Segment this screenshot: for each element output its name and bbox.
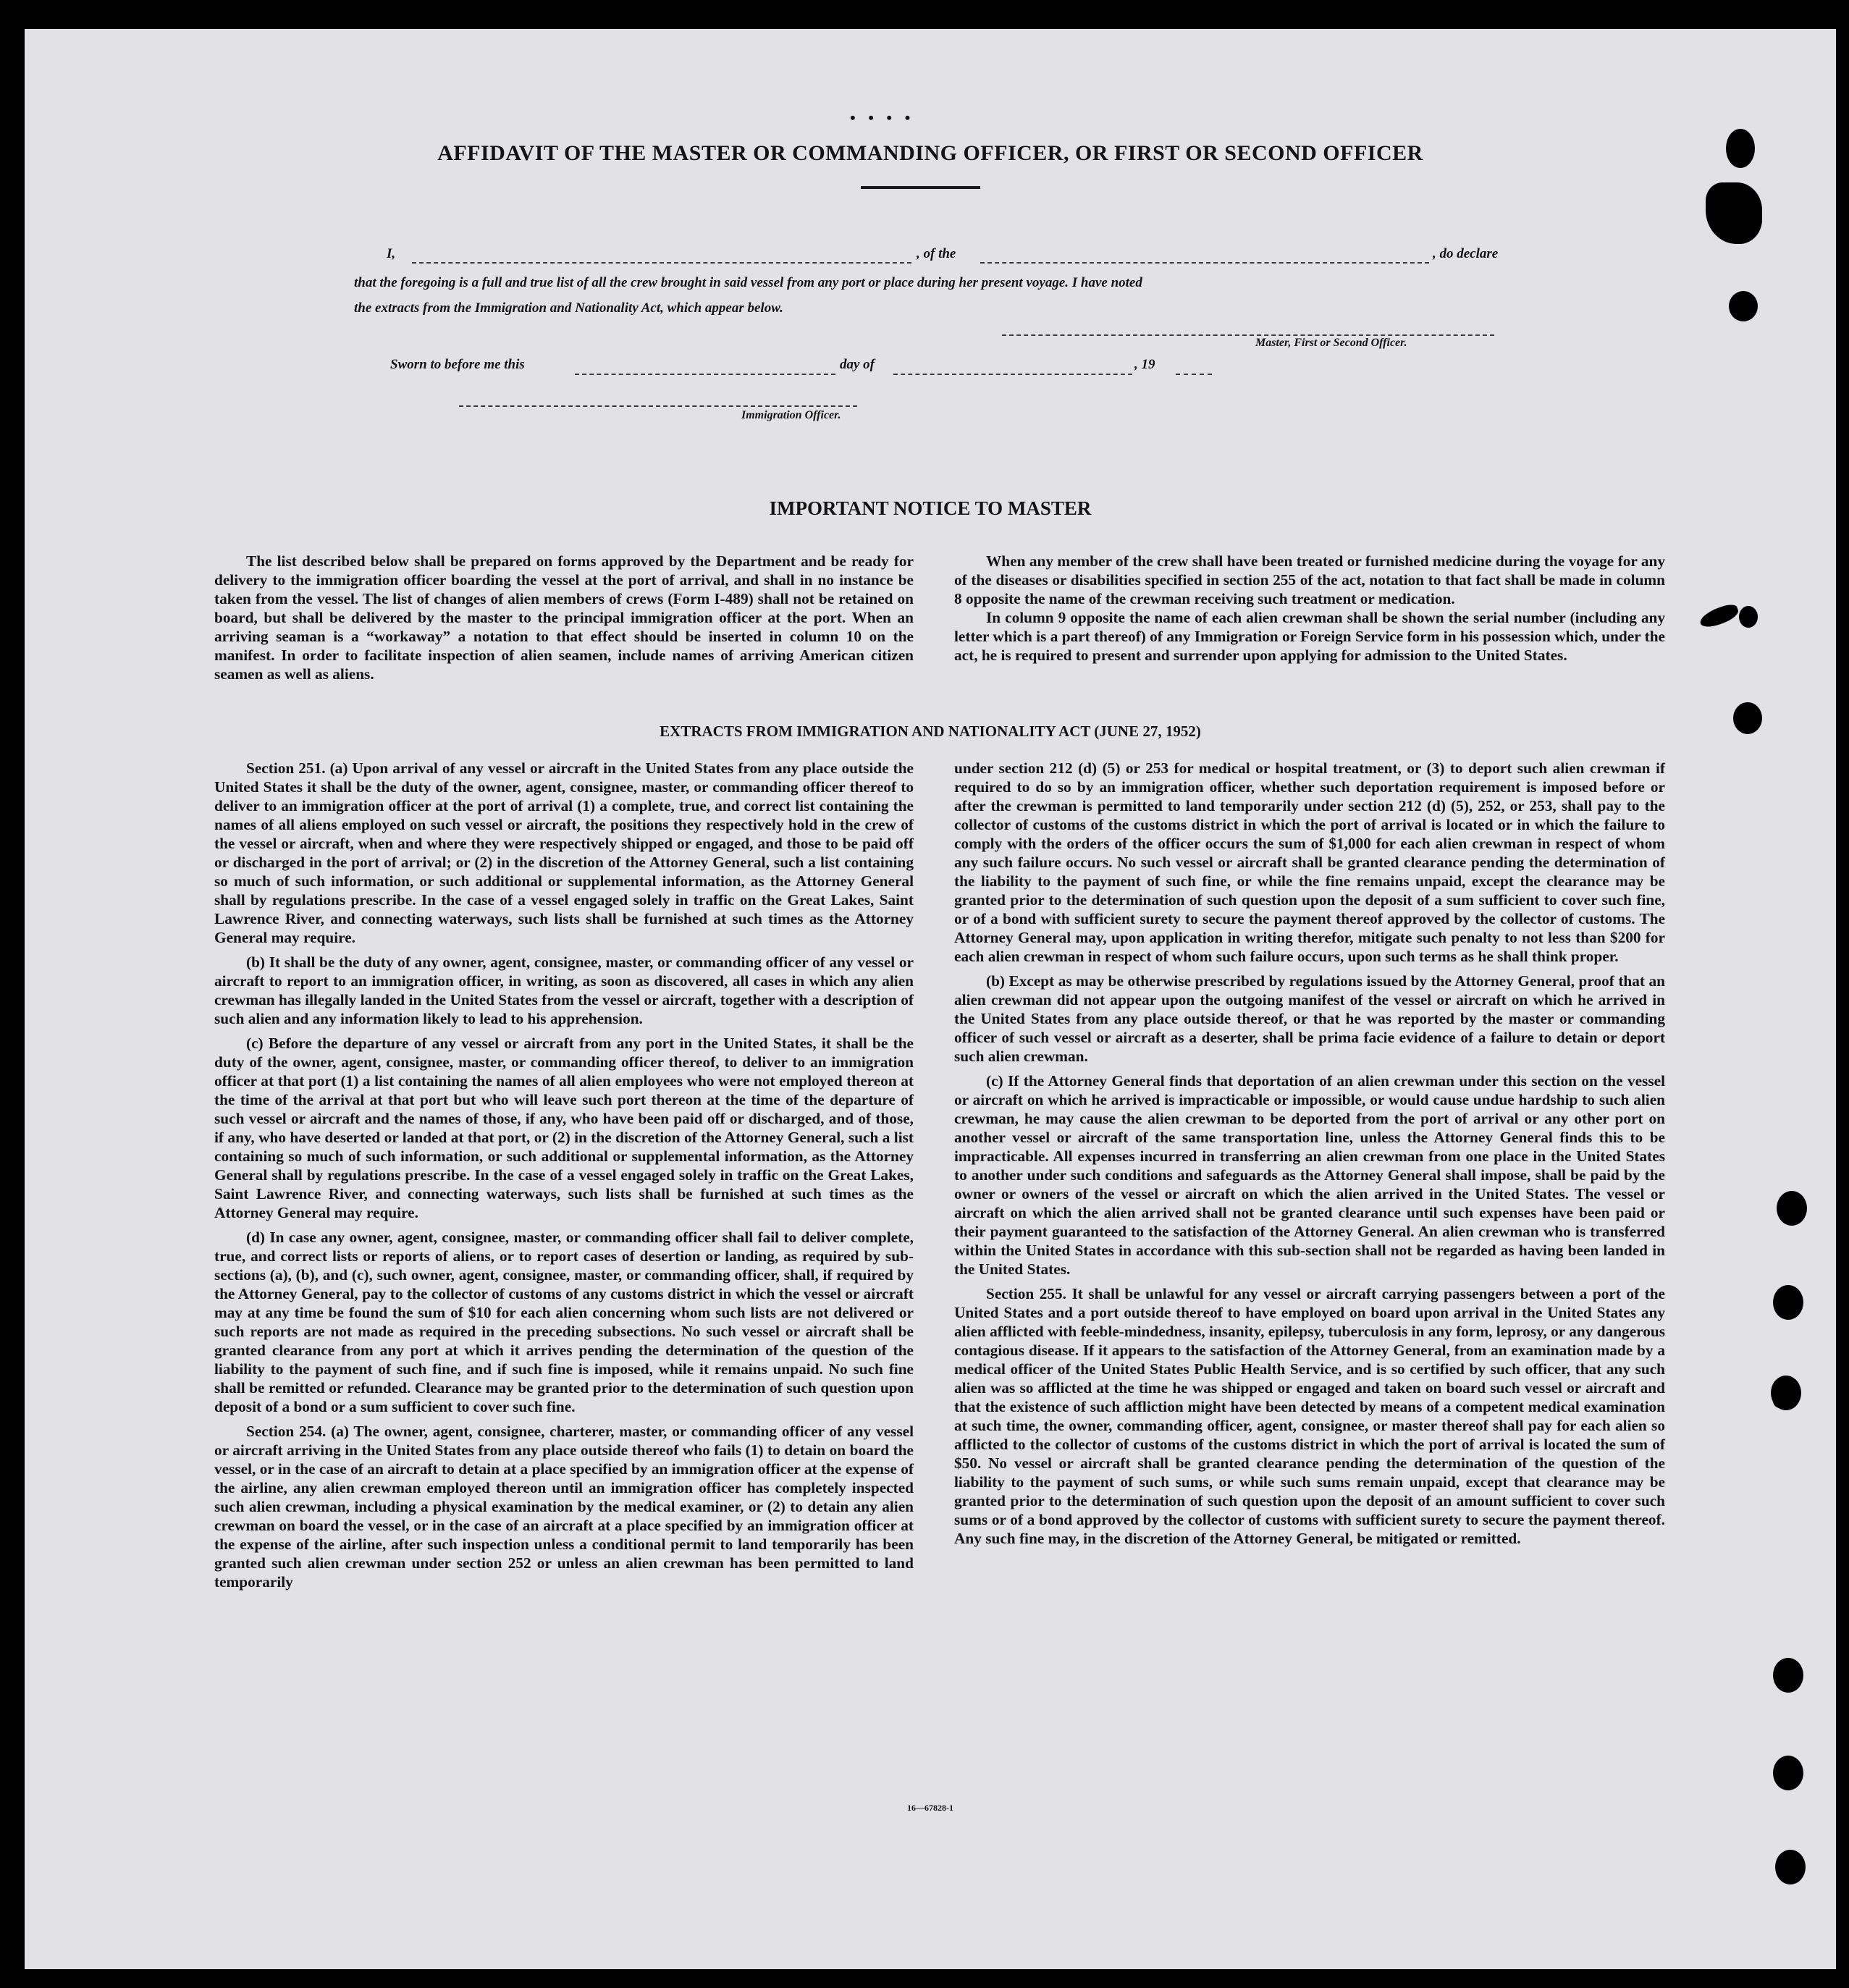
notice-right-column xyxy=(954,552,1665,670)
punch-hole xyxy=(1773,1394,1787,1408)
section-251-b: (b) It shall be the duty of any owner, agent, consignee, master, or commanding officer of any vessel or aircraft to report to an immigration officer, in writing, as soon as discovered, all cases in which any alien crewman has illegally landed in the United States from the vessel or aircraft, together with a description of such alien and any information likely to lead to his apprehension. xyxy=(214,953,914,1027)
declaration-line-2: that the foregoing is a full and true list of all the crew brought in said vessel from any port or place during her present voyage. I have noted xyxy=(354,275,1142,290)
punch-hole xyxy=(1777,1191,1807,1226)
section-255: Section 255. It shall be unlawful for any vessel or aircraft carrying passengers between a port of the United States and a port outside thereof to have employed on board upon arrival in the United States any alien afflicted with feeble-mindedness, insanity, epilepsy, tuberculosis in any form, leprosy, or any dangerous contagious disease. If it appears to the satisfaction of the Attorney General, from an examination made by a medical officer of the United States Public Health Service, and is so certified by such officer, that any such alien was so afflicted at the time he was shipped or engaged and taken on board such vessel or aircraft and that the existence of such affliction might have been detected by means of a competent medical examination at such time, the owner, commanding officer, agent, consignee, or master thereof shall pay for each alien so afflicted to the collector of customs of the customs district in which the port of arrival is located the sum of $50. No vessel or aircraft shall be granted clearance pending the determination of the question of the liability to the payment of such sums, or while such sums remain unpaid, except that clearance may be granted prior to the determination of such question upon the deposit of an amount sufficient to cover such sums or of a bond approved by the collector of customs with sufficient surety to secure the payment thereof. Any such fine may, in the discretion of the Attorney General, be mitigated or remitted. xyxy=(954,1285,1665,1547)
declaration-i-label: I, xyxy=(387,246,396,261)
notice-right-paragraph: In column 9 opposite the name of each alien crewman shall be shown the serial number (including any letter which is a part thereof) of any Immigration or Foreign Service form in his possession which, under the act, he is required to present and surrender upon applying for admission to the United States. xyxy=(954,609,1665,664)
notice-title: IMPORTANT NOTICE TO MASTER xyxy=(769,497,1092,519)
punch-hole xyxy=(1773,1658,1803,1693)
declaration-line-3: the extracts from the Immigration and Nationality Act, which appear below. xyxy=(354,300,783,316)
affidavit-title: AFFIDAVIT OF THE MASTER OR COMMANDING OFFICER, OR FIRST OR SECOND OFFICER xyxy=(437,141,1423,165)
immigration-officer-signature-field[interactable] xyxy=(459,405,857,407)
section-251-d: (d) In case any owner, agent, consignee, master, or commanding officer shall fail to deliver complete, true, and correct lists or reports of aliens, or to report cases of desertion or landing, as required by sub-sections (a), (b), and (c), such owner, agent, consignee, master, or commanding officer, shall, if required by the Attorney General, pay to the collector of customs of any customs district in which the vessel or aircraft may at any time be found the sum of $10 for each alien concerning whom such lists are not delivered or such reports are not made as required in the preceding subsections. No such vessel or aircraft shall be granted clearance from any port at which it arrives pending the determination of the question of the liability to the payment of such fine, and if such fine is imposed, while it remains unpaid. No such fine shall be remitted or refunded. Clearance may be granted prior to the determination of such question upon deposit of a bond or a sum sufficient to cover such fine. xyxy=(214,1229,914,1415)
notice-left-column xyxy=(214,552,914,689)
declaration-of-the-label: , of the xyxy=(917,246,956,261)
section-251-c: (c) Before the departure of any vessel or aircraft from any port in the United States, it shall be the duty of the owner, agent, consignee, master, or commanding officer thereof, to deliver to an immigration officer at that port (1) a list containing the names of all alien employees who were not employed thereon at the time of the arrival at that port but who will leave such port thereon at the time of the departure of such vessel or aircraft and the names of those, if any, who have been paid off or discharged, and of those, if any, who have deserted or landed at that port, or (2) in the discretion of the Attorney General, such a list containing so much of such information, or such additional or supplemental information, as the Attorney General shall by regulations prescribe. In the case of a vessel engaged solely in traffic on the Great Lakes, Saint Lawrence River, and connecting waterways, such lists shall be furnished at such times as the Attorney General may require. xyxy=(214,1035,914,1221)
document-page xyxy=(25,29,1836,1969)
master-signature-field[interactable] xyxy=(1002,334,1494,336)
notice-right-paragraph: When any member of the crew shall have been treated or furnished medicine during the voyage for any of the diseases or disabilities specified in section 255 of the act, notation to that fact shall be made in column 8 opposite the name of the crewman receiving such treatment or medication. xyxy=(954,552,1665,607)
section-251-a: Section 251. (a) Upon arrival of any vessel or aircraft in the United States from any place outside the United States it shall be the duty of the owner, agent, consignee, master, or commanding officer thereof to deliver to an immigration officer at the port of arrival (1) a complete, true, and correct list containing the names of all aliens employed on such vessel or aircraft, the positions they respectively hold in the crew of the vessel or aircraft, when and where they were respectively shipped or engaged, and those to be paid off or discharged in the port of arrival; or (2) in the discretion of the Attorney General, such a list containing so much of such information, or such additional or supplemental information, as the Attorney General shall by regulations prescribe. In the case of a vessel engaged solely in traffic on the Great Lakes, Saint Lawrence River, and connecting waterways, such lists shall be furnished at such times as the Attorney General may require. xyxy=(214,759,914,946)
punch-hole xyxy=(1733,702,1762,734)
punch-hole xyxy=(1773,1285,1803,1320)
top-marks: • • • • xyxy=(850,109,915,127)
notice-left-paragraph: The list described below shall be prepared on forms approved by the Department and be ready for delivery to the immigration officer boarding the vessel at the port of arrival, and shall in no instance be taken from the vessel. The list of changes of alien members of crews (Form I-489) shall not be retained on board, but shall be delivered by the master to the principal immigration officer at the port. When an arriving seaman is a “workaway” a notation to that effect should be inserted in column 10 on the manifest. In order to facilitate inspection of alien seamen, include names of arriving American citizen seamen as well as aliens. xyxy=(214,552,914,683)
section-254-a: Section 254. (a) The owner, agent, consignee, charterer, master, or commanding officer of any vessel or aircraft arriving in the United States from any place outside thereof who fails (1) to detain on board the vessel, or in the case of an aircraft to detain at a place specified by an immigration officer at the expense of the airline, any alien crewman employed thereon until an immigration officer has completely inspected such alien crewman, including a physical examination by the medical examiner, or (2) to detain any alien crewman on board the vessel, or in the case of an aircraft at a place specified by an immigration officer at the expense of the airline, after such inspection unless a conditional permit to land temporarily has been granted such alien crewman under section 252 or unless an alien crewman has been permitted to land temporarily xyxy=(214,1423,914,1591)
section-254-a-continued: under section 212 (d) (5) or 253 for medical or hospital treatment, or (3) to deport such alien crewman if required to do so by an immigration officer, whether such deportation requirement is imposed before or after the crewman is permitted to land temporarily under section 212 (d) (5), 252, or 253, shall pay to the collector of customs of the customs district in which the port of arrival is located or in which the failure to comply with the orders of the officer occurs the sum of $1,000 for each alien crewman in respect of whom any such failure occurs. No such vessel or aircraft shall be granted clearance pending the determination of the liability to the payment of such fine, or while the fine remains unpaid, except the clearance may be granted prior to the determination of such question upon the deposit of a sum sufficient to cover such fine, or of a bond with sufficient surety to secure the payment thereof approved by the collector of customs. The Attorney General may, upon application in writing therefor, mitigate such penalty to not less than $200 for each alien crewman in respect of whom such failure occurs, upon such terms as he shall think proper. xyxy=(954,759,1665,965)
torn-mark xyxy=(1706,182,1762,244)
sworn-label: Sworn to before me this xyxy=(390,357,525,372)
ink-mark xyxy=(1698,602,1740,630)
sworn-year-field[interactable] xyxy=(1176,374,1212,375)
declaration-do-declare-label: , do declare xyxy=(1433,246,1499,261)
day-of-label: day of xyxy=(840,357,875,372)
punch-hole xyxy=(1729,291,1758,321)
extracts-left-column xyxy=(214,759,914,1597)
punch-hole xyxy=(1726,129,1755,168)
punch-hole xyxy=(1775,1850,1806,1884)
section-254-c: (c) If the Attorney General finds that deportation of an alien crewman under this section on the vessel or aircraft on which he arrived is impracticable or impossible, or would cause undue hardship to such alien crewman, he may cause the alien crewman to be deported from the port of arrival or any other port on another vessel or aircraft of the same transportation line, unless the Attorney General finds this to be impracticable. All expenses incurred in transferring an alien crewman from one place in the United States to another under such conditions and safeguards as the Attorney General shall impose, shall be paid by the owner or owners of the vessel or aircraft on which the alien arrived in the United States. The vessel or aircraft on which the alien arrived shall not be granted clearance until such expenses have been paid or their payment guaranteed to the satisfaction of the Attorney General. An alien crewman who is transferred within the United States in accordance with this sub-section shall not be regarded as having been landed in the United States. xyxy=(954,1072,1665,1278)
declarant-name-field[interactable] xyxy=(412,262,911,264)
title-rule xyxy=(861,186,980,189)
punch-hole xyxy=(1773,1756,1803,1790)
sworn-month-field[interactable] xyxy=(893,374,1132,375)
immigration-officer-label: Immigration Officer. xyxy=(741,409,841,421)
sworn-day-field[interactable] xyxy=(575,374,835,375)
section-254-b: (b) Except as may be otherwise prescribed by regulations issued by the Attorney General, proof that an alien crewman did not appear upon the outgoing manifest of the vessel or aircraft on which he arrived in the United States from any place outside thereof, or that he was reported by the master or commanding officer of such vessel or aircraft as a deserter, shall be prima facie evidence of a failure to detain or deport such alien crewman. xyxy=(954,972,1665,1065)
master-signature-label: Master, First or Second Officer. xyxy=(1255,337,1407,349)
vessel-name-field[interactable] xyxy=(980,262,1429,264)
punch-hole xyxy=(1739,606,1758,628)
year-label: , 19 xyxy=(1134,357,1155,372)
extracts-right-column xyxy=(954,759,1665,1554)
extracts-title: EXTRACTS FROM IMMIGRATION AND NATIONALITY ACT (JUNE 27, 1952) xyxy=(660,723,1201,740)
footer-form-code: 16—67828-1 xyxy=(907,1803,953,1813)
